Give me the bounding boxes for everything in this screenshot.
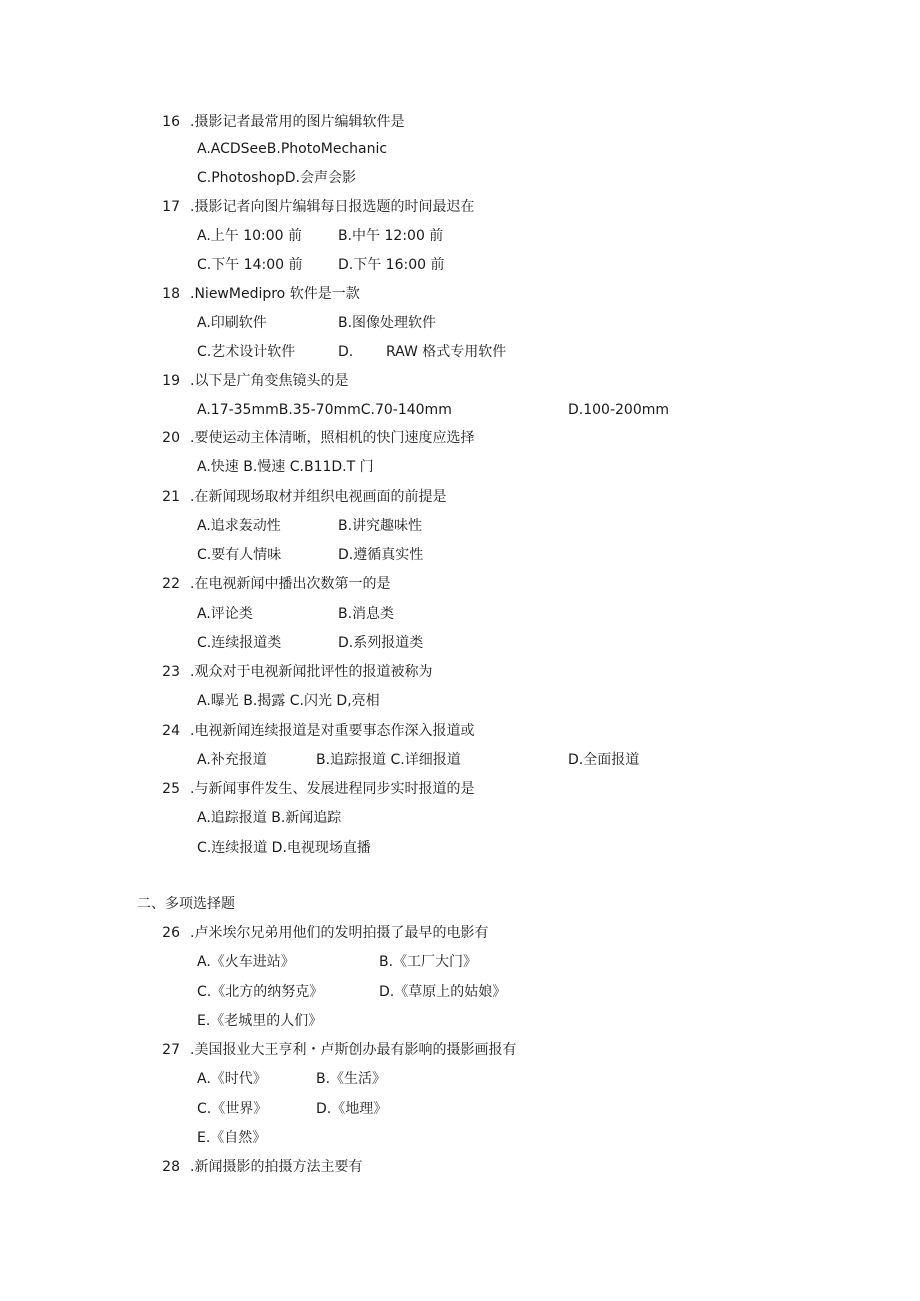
option-c: C.艺术设计软件 <box>197 344 296 360</box>
option-b: B.《工厂大门》 <box>379 954 478 970</box>
option-b: B.《生活》 <box>316 1071 387 1087</box>
question-stem: .观众对于电视新闻批评性的报道被称为 <box>190 664 433 680</box>
question-stem: .在电视新闻中播出次数第一的是 <box>190 576 391 592</box>
question-number: 17 <box>162 199 180 215</box>
option-d: D.全面报道 <box>568 752 640 768</box>
option-c: C.《世界》 <box>197 1101 268 1117</box>
option-line: A.追踪报道 B.新闻追踪 <box>197 810 342 826</box>
question-number: 27 <box>162 1042 180 1058</box>
option-a: A.补充报道 <box>197 752 267 768</box>
option-d-text: RAW 格式专用软件 <box>386 344 507 360</box>
question-number: 18 <box>162 286 180 302</box>
question-stem: .以下是广角变焦镜头的是 <box>190 373 349 389</box>
option-b: B.中午 12:00 前 <box>338 228 444 244</box>
option-c: C.要有人情味 <box>197 547 282 563</box>
option-d: D.《草原上的姑娘》 <box>379 984 507 1000</box>
option-c: C.《北方的纳努克》 <box>197 984 324 1000</box>
option-d: D.遵循真实性 <box>338 547 424 563</box>
option-b: B.讲究趣味性 <box>338 518 423 534</box>
question-number: 24 <box>162 723 180 739</box>
question-stem: .电视新闻连续报道是对重要事态作深入报道或 <box>190 723 475 739</box>
option-line: A.曝光 B.揭露 C.闪光 D,亮相 <box>197 693 380 709</box>
option-d: D.100-200mm <box>568 402 670 418</box>
question-stem: .摄影记者向图片编辑每日报选题的时间最迟在 <box>190 199 475 215</box>
question-stem: .美国报业大王亨利・卢斯创办最有影响的摄影画报有 <box>190 1042 517 1058</box>
question-number: 28 <box>162 1159 180 1175</box>
option-a: A.印刷软件 <box>197 315 267 331</box>
option-line: A.17-35mmB.35-70mmC.70-140mm <box>197 402 452 418</box>
option-bc: B.追踪报道 C.详细报道 <box>316 752 461 768</box>
question-number: 23 <box>162 664 180 680</box>
question-stem: .摄影记者最常用的图片编辑软件是 <box>190 114 405 130</box>
question-number: 20 <box>162 430 180 446</box>
option-b: B.消息类 <box>338 606 395 622</box>
option-line: A.快速 B.慢速 C.B11D.T 门 <box>197 459 374 475</box>
question-stem: .要使运动主体清晰，照相机的快门速度应选择 <box>190 430 475 446</box>
option-line: C.连续报道 D.电视现场直播 <box>197 840 371 856</box>
section-heading: 二、多项选择题 <box>137 896 235 912</box>
question-number: 19 <box>162 373 180 389</box>
option-line: C.PhotoshopD.会声会影 <box>197 170 357 186</box>
question-stem: .NiewMedipro 软件是一款 <box>190 286 360 302</box>
option-d: D. <box>338 344 354 360</box>
option-e: E.《老城里的人们》 <box>197 1013 323 1029</box>
option-c: C.连续报道类 <box>197 635 282 651</box>
option-a: A.《火车进站》 <box>197 954 295 970</box>
question-number: 16 <box>162 114 180 130</box>
option-e: E.《自然》 <box>197 1130 267 1146</box>
option-a: A.上午 10:00 前 <box>197 228 303 244</box>
option-b: B.图像处理软件 <box>338 315 437 331</box>
option-a: A.追求轰动性 <box>197 518 281 534</box>
option-c: C.下午 14:00 前 <box>197 257 303 273</box>
question-number: 25 <box>162 781 180 797</box>
option-d: D.《地理》 <box>316 1101 388 1117</box>
option-line: A.ACDSeeB.PhotoMechanic <box>197 141 388 157</box>
question-stem: .卢米埃尔兄弟用他们的发明拍摄了最早的电影有 <box>190 925 489 941</box>
option-d: D.系列报道类 <box>338 635 424 651</box>
question-number: 21 <box>162 489 180 505</box>
question-stem: .与新闻事件发生、发展进程同步实时报道的是 <box>190 781 475 797</box>
question-number: 26 <box>162 925 180 941</box>
option-a: A.评论类 <box>197 606 253 622</box>
question-stem: .新闻摄影的拍摄方法主要有 <box>190 1159 363 1175</box>
option-a: A.《时代》 <box>197 1071 267 1087</box>
question-number: 22 <box>162 576 180 592</box>
question-stem: .在新闻现场取材并组织电视画面的前提是 <box>190 489 447 505</box>
option-d: D.下午 16:00 前 <box>338 257 445 273</box>
